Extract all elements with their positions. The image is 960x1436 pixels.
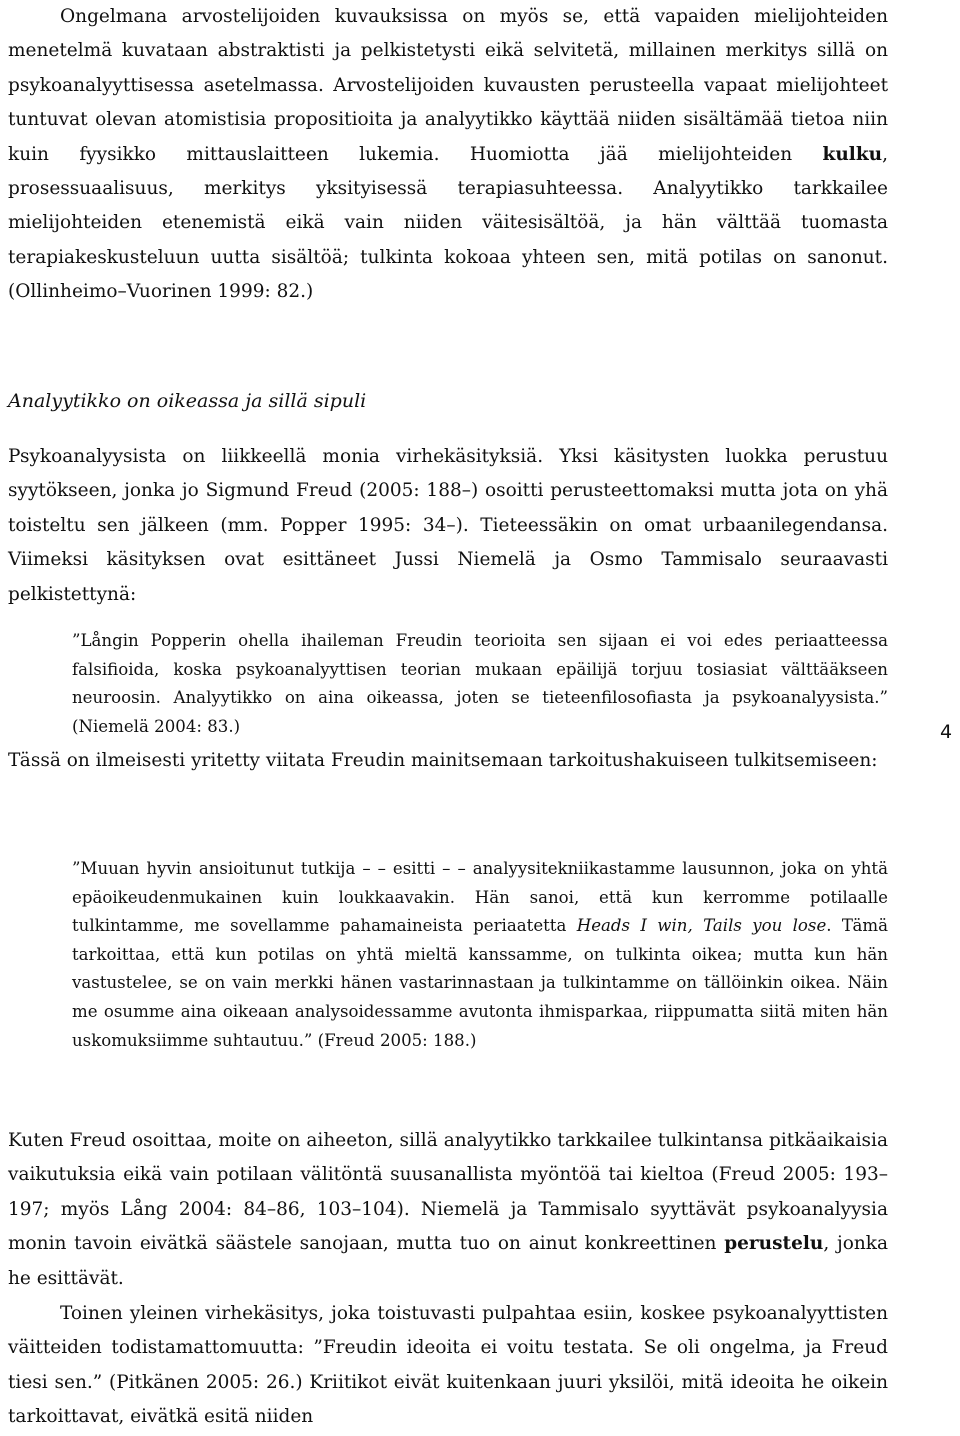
section-heading: Analyytikko on oikeassa ja sillä sipuli bbox=[8, 390, 367, 412]
paragraph-1-bold-term: kulku bbox=[822, 143, 883, 165]
block-quote-2 bbox=[72, 855, 888, 1055]
body-paragraph-3: Tässä on ilmeisesti yritetty viitata Freudin mainitsemaan tarkoitushakuiseen tulkitsemiseen: bbox=[8, 750, 878, 771]
quote-2-italic-phrase: Heads I win, Tails you lose bbox=[576, 916, 827, 936]
body-paragraph-2: Psykoanalyysista on liikkeellä monia virhekäsityksiä. Yksi käsitysten luokka perustuu syytökseen, jonka jo Sigmund Freud (2005: 188–) osoitti perusteettomaksi mutta jota on yhä toisteltu sen jälkeen (mm. Popper 1995: 34–). Tieteessäkin on omat urbaanilegendansa. Viimeksi käsityksen ovat esittäneet Jussi Niemelä ja Osmo Tammisalo seuraavasti pelkistettynä: bbox=[8, 446, 888, 605]
quote-2-text-b: . Tämä tarkoittaa, että kun potilas on yhtä mieltä kanssamme, on tulkinta oikea; mutta kun hän vastustelee, se on vain merkki hänen vastarinnastaan ja tulkintamme on tällöinkin oikea. Näin me osumme aina oikeaan analysoidessamme avutonta ihmisparkaa, riippumatta siitä miten hän uskomuksiimme suhtautuu.” (Freud 2005: 188.) bbox=[72, 916, 888, 1050]
quote-2-text-a: ”Muuan hyvin ansioitunut tutkija – – esitti – – analyysitekniikastamme lausunnon, joka on yhtä epäoikeudenmukainen kuin loukkaavakin. Hän sanoi, että kun kerromme potilaalle tulkintamme, me sovellamme pahamaineista periaatetta bbox=[72, 859, 888, 936]
body-paragraph-4 bbox=[8, 1124, 888, 1296]
block-quote-1: ”Långin Popperin ohella ihaileman Freudin teorioita sen sijaan ei voi edes periaatteessa falsifioida, koska psykoanalyyttisen teorian mukaan epäilijä torjuu tosiasiat välttääkseen neuroosin. Analyytikko on aina oikeassa, joten se tieteenfilosofiasta ja psykoanalyysista.” (Niemelä 2004: 83.) bbox=[72, 631, 888, 736]
paragraph-1-text-b: , prosessuaalisuus, merkitys yksityisessä terapiasuhteessa. Analyytikko tarkkailee mielijohteiden etenemistä eikä vain niiden väitesisältöä, ja hän välttää tuomasta terapiakeskusteluun uutta sisältöä; tulkinta kokoaa yhteen sen, mitä potilas on sanonut. (Ollinheimo–Vuorinen 1999: 82.) bbox=[8, 143, 888, 303]
paragraph-4-text-a: Kuten Freud osoittaa, moite on aiheeton, sillä analyytikko tarkkailee tulkintansa pitkäaikaisia vaikutuksia eikä vain potilaan välitöntä suusanallista myöntöä tai kieltoa (Freud 2005: 193–197; myös Lång 2004: 84–86, 103–104). Niemelä ja Tammisalo syyttävät psykoanalyysia monin tavoin eivätkä säästele sanojaan, mutta tuo on ainut konkreettinen bbox=[8, 1130, 888, 1255]
paragraph-4-text-b: , jonka he esittävät. bbox=[8, 1233, 888, 1289]
paragraph-4-bold-term: perustelu bbox=[724, 1233, 824, 1255]
paragraph-1-text-a: Ongelmana arvostelijoiden kuvauksissa on myös se, että vapaiden mielijohteiden menetelmä kuvataan abstraktisti ja pelkistetysti eikä selvitetä, millainen merkitys sillä on psykoanalyyttisessa asetelmassa. Arvostelijoiden kuvausten perusteella vapaat mielijohteet tuntuvat olevan atomistisia propositioita ja analyytikko käyttää niiden sisältämää tietoa niin kuin fyysikko mittauslaitteen lukemia. Huomiotta jää mielijohteiden bbox=[8, 6, 888, 165]
body-paragraph-1 bbox=[8, 0, 888, 310]
body-paragraph-5: Toinen yleinen virhekäsitys, joka toistuvasti pulpahtaa esiin, koskee psykoanalyyttisten väitteiden todistamattomuutta: ”Freudin ideoita ei voitu testata. Se oli ongelma, ja Freud tiesi sen.” (Pitkänen 2005: 26.) Kriitikot eivät kuitenkaan juuri yksilöi, mitä ideoita he oikein tarkoittavat, eivätkä esitä niiden bbox=[8, 1303, 888, 1428]
page-number: 4 bbox=[940, 721, 953, 743]
